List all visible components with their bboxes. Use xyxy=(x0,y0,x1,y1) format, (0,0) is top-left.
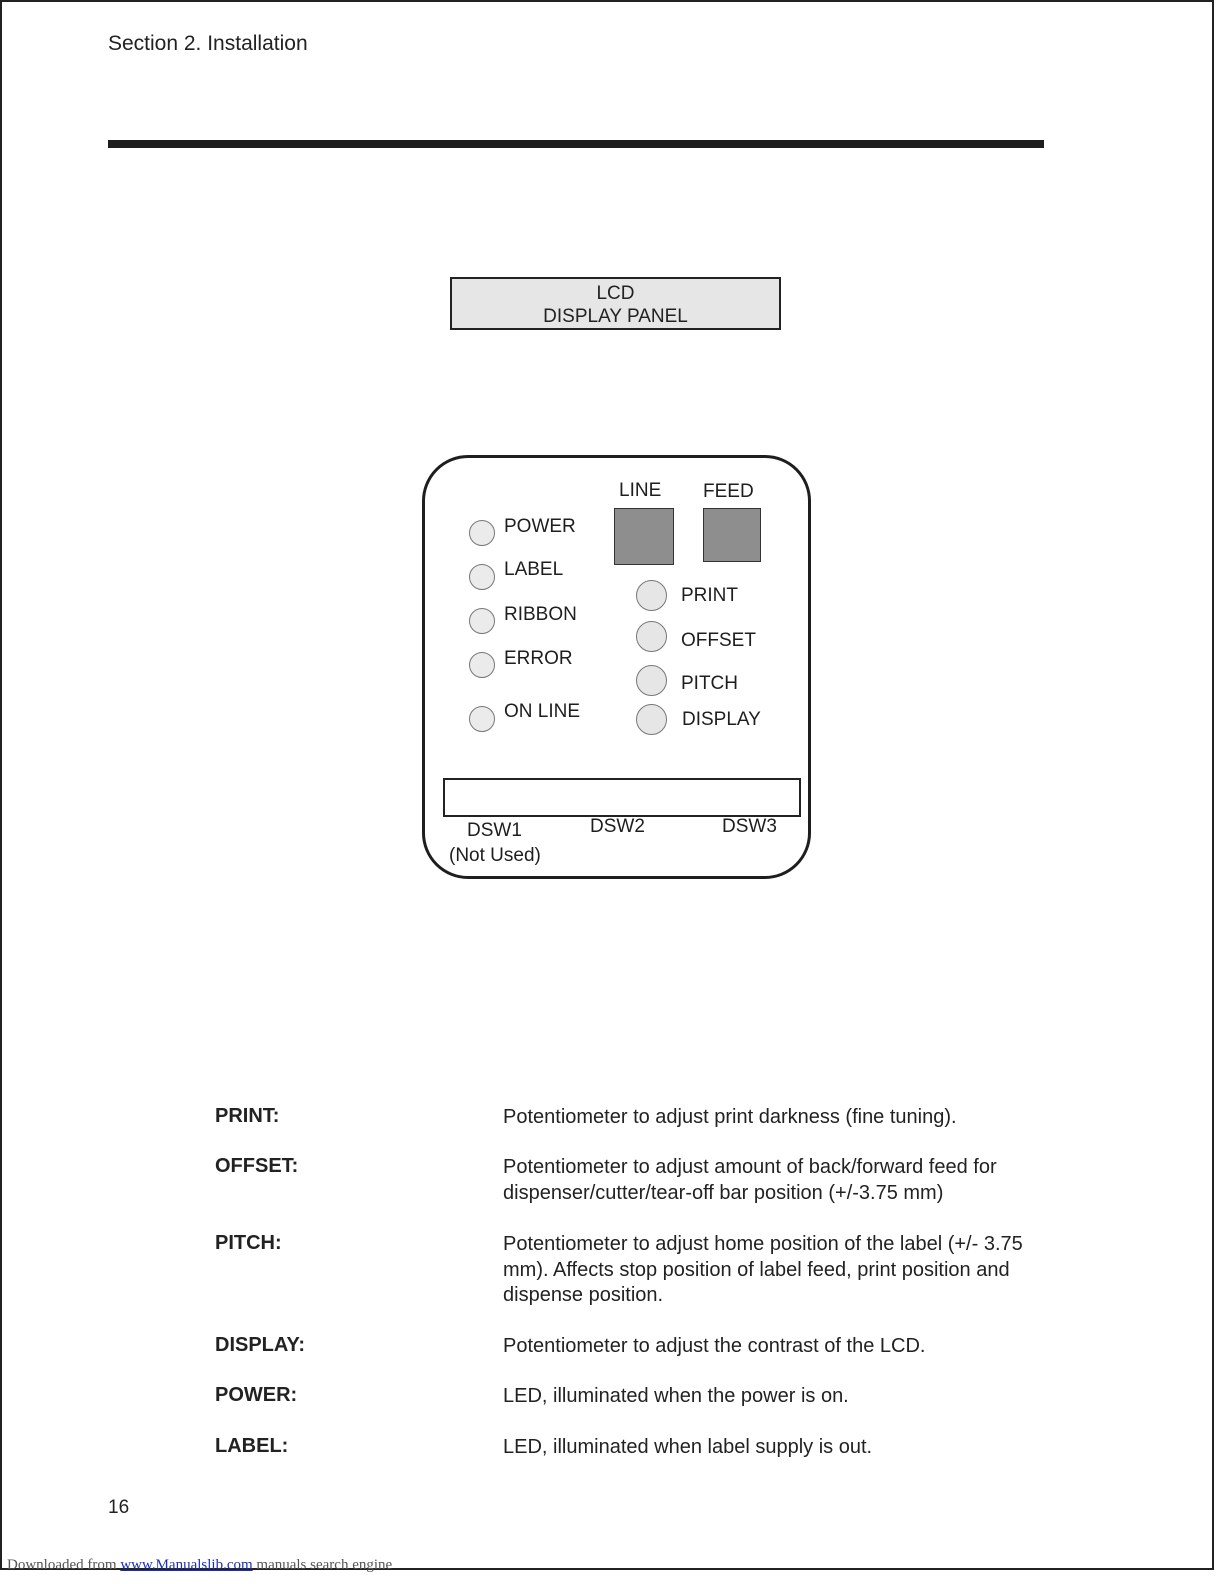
display-pot-label: DISPLAY xyxy=(682,709,761,730)
manualslib-link[interactable]: www.Manualslib.com xyxy=(120,1557,253,1573)
power-led-label: POWER xyxy=(504,516,576,537)
header-rule xyxy=(108,140,1044,148)
dsw1-note: (Not Used) xyxy=(449,845,541,866)
definition-pitch: Potentiometer to adjust home position of the label (+/- 3.75 mm). Affects stop position of label feed, print position and dispense position. xyxy=(503,1233,1023,1306)
dip-switch-bar[interactable] xyxy=(443,778,801,817)
online-led-label: ON LINE xyxy=(504,701,581,722)
pitch-pot-label: PITCH xyxy=(681,673,738,694)
label-led-label: LABEL xyxy=(504,559,564,580)
term-label: LABEL: xyxy=(215,1435,289,1457)
term-power: POWER: xyxy=(215,1384,298,1406)
page-number: 16 xyxy=(108,1497,130,1518)
section-header: Section 2. Installation xyxy=(108,32,308,55)
offset-pot-label: OFFSET xyxy=(681,630,756,651)
feed-key-label: FEED xyxy=(703,481,754,502)
line-key[interactable] xyxy=(614,508,674,565)
dsw3-label: DSW3 xyxy=(722,816,777,837)
print-pot-label: PRINT xyxy=(681,585,738,606)
online-led xyxy=(469,706,495,732)
dsw2-label: DSW2 xyxy=(590,816,645,837)
download-footer xyxy=(7,1557,392,1574)
term-display: DISPLAY: xyxy=(215,1334,306,1356)
lcd-label-line1: LCD xyxy=(596,283,635,304)
lcd-label-line2: DISPLAY PANEL xyxy=(543,306,688,327)
pitch-potentiometer[interactable] xyxy=(636,665,667,696)
term-offset: OFFSET: xyxy=(215,1155,299,1177)
error-led xyxy=(469,652,495,678)
offset-potentiometer[interactable] xyxy=(636,621,667,652)
ribbon-led xyxy=(469,608,495,634)
control-panel xyxy=(422,455,811,879)
definition-label: LED, illuminated when label supply is out. xyxy=(503,1436,873,1458)
term-print: PRINT: xyxy=(215,1105,280,1127)
print-potentiometer[interactable] xyxy=(636,580,667,611)
definition-display: Potentiometer to adjust the contrast of the LCD. xyxy=(503,1335,926,1357)
ribbon-led-label: RIBBON xyxy=(504,604,577,625)
display-potentiometer[interactable] xyxy=(636,704,667,735)
definition-offset: Potentiometer to adjust amount of back/forward feed for dispenser/cutter/tear-off bar position (+/-3.75 mm) xyxy=(503,1156,997,1204)
term-pitch: PITCH: xyxy=(215,1232,282,1254)
footer-prefix: Downloaded from xyxy=(7,1557,121,1573)
power-led xyxy=(469,520,495,546)
feed-key[interactable] xyxy=(703,508,761,562)
error-led-label: ERROR xyxy=(504,648,573,669)
footer-suffix: manuals search engine xyxy=(252,1557,393,1573)
dsw1-label: DSW1 xyxy=(467,820,522,841)
definition-power: LED, illuminated when the power is on. xyxy=(503,1385,849,1407)
lcd-display-panel xyxy=(450,277,781,330)
definition-print: Potentiometer to adjust print darkness (fine tuning). xyxy=(503,1106,957,1128)
label-led xyxy=(469,564,495,590)
line-key-label: LINE xyxy=(619,480,662,501)
